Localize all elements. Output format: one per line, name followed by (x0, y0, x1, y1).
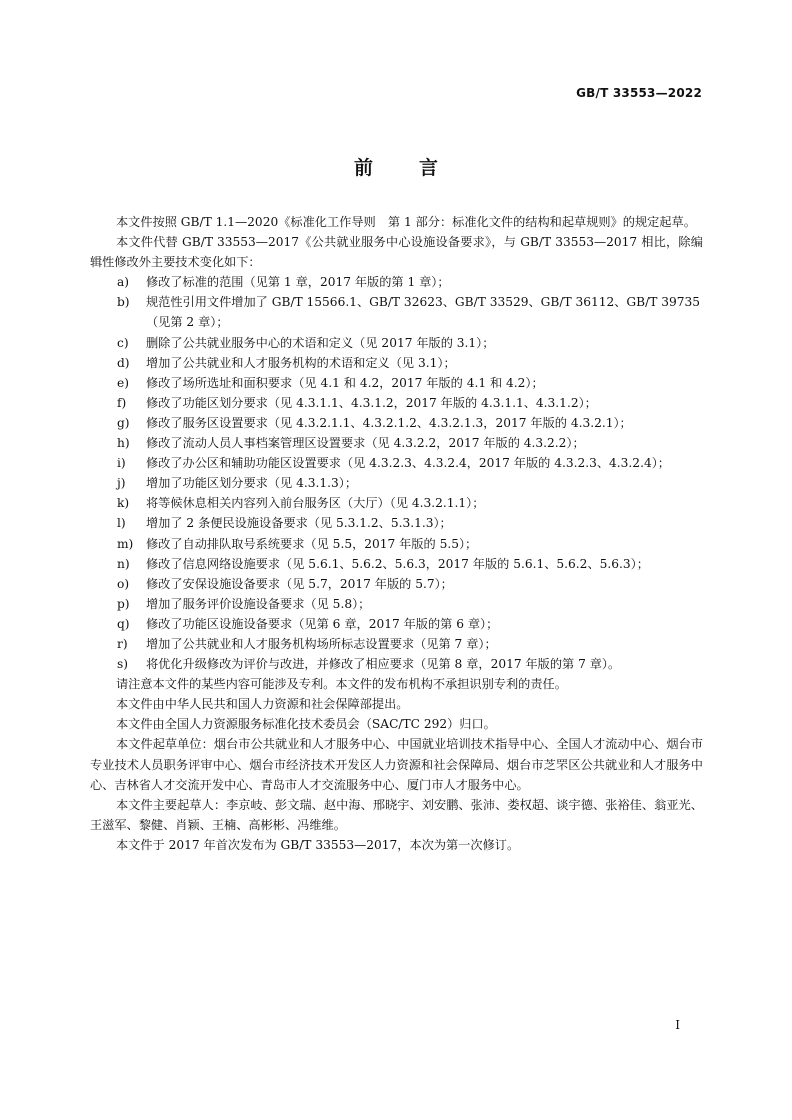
list-marker: m) (117, 536, 134, 551)
list-marker: q) (117, 616, 130, 631)
list-item-text: 修改了信息网络设施要求（见 5.6.1、5.6.2、5.6.3，2017 年版的 5.6.1、5.6.2、5.6.3）； (146, 556, 649, 571)
list-item (90, 453, 703, 473)
list-item-text: 修改了安保设施设备要求（见 5.7，2017 年版的 5.7）； (146, 576, 453, 591)
paragraph: 本文件代替 GB/T 33553—2017《公共就业服务中心设施设备要求》，与 GB/T 33553—2017 相比，除编辑性修改外主要技术变化如下： (90, 235, 703, 270)
list-marker: k) (117, 496, 130, 511)
list-item (90, 594, 703, 614)
change-list (90, 272, 703, 674)
list-item-text: 增加了功能区划分要求（见 4.3.1.3）； (146, 476, 358, 491)
list-item-text: 修改了服务区设置要求（见 4.3.2.1.1、4.3.2.1.2、4.3.2.1.3，2017 年版的 4.3.2.1）； (146, 415, 632, 430)
list-item-text: 规范性引用文件增加了 GB/T 15566.1、GB/T 32623、GB/T 33529、GB/T 36112、GB/T 39735（见第 2 章）； (146, 295, 700, 330)
list-item-text: 修改了流动人员人事档案管理区设置要求（见 4.3.2.2，2017 年版的 4.3.2.2）； (146, 436, 585, 451)
list-item (90, 513, 703, 533)
list-item (90, 574, 703, 594)
list-item (90, 353, 703, 373)
committee-paragraph: 本文件由全国人力资源服务标准化技术委员会（SAC/TC 292）归口。 (116, 717, 496, 732)
list-marker: o) (117, 576, 130, 591)
patent-notice: 请注意本文件的某些内容可能涉及专利。本文件的发布机构不承担识别专利的责任。 (116, 677, 567, 692)
list-item (90, 393, 703, 413)
list-item (90, 272, 703, 292)
list-marker: h) (117, 436, 130, 451)
list-item (90, 654, 703, 674)
list-item (90, 554, 703, 574)
list-marker: f) (117, 395, 127, 410)
list-item-text: 修改了自动排队取号系统要求（见 5.5，2017 年版的 5.5）； (146, 536, 478, 551)
proposer-paragraph: 本文件由中华人民共和国人力资源和社会保障部提出。 (116, 697, 409, 712)
list-item-text: 删除了公共就业服务中心的术语和定义（见 2017 年版的 3.1）； (146, 335, 495, 350)
revision-history-paragraph: 本文件于 2017 年首次发布为 GB/T 33553—2017，本次为第一次修订。 (116, 837, 520, 852)
list-item-text: 修改了功能区设施设备要求（见第 6 章，2017 年版的第 6 章）； (146, 616, 499, 631)
list-marker: l) (117, 516, 126, 531)
list-item-text: 增加了 2 条便民设施设备要求（见 5.3.1.2、5.3.1.3）； (146, 516, 452, 531)
list-item-text: 修改了办公区和辅助功能区设置要求（见 4.3.2.3、4.3.2.4，2017 年版的 4.3.2.3、4.3.2.4）； (146, 456, 670, 471)
list-item (90, 413, 703, 433)
list-marker: e) (117, 375, 129, 390)
list-marker: g) (117, 415, 130, 430)
list-item (90, 373, 703, 393)
paragraph: 本文件按照 GB/T 1.1—2020《标准化工作导则 第 1 部分：标准化文件的结构和起草规则》的规定起草。 (116, 215, 696, 229)
drafting-units-paragraph: 本文件起草单位：烟台市公共就业和人才服务中心、中国就业培训技术指导中心、全国人才流动中心、烟台市专业技术人员职务评审中心、烟台市经济技术开发区人力资源和社会保障局、烟台市芝罘区公共就业和人才服务中心、吉林省人才交流开发中心、青岛市人才交流服务中心、厦门市人才服务中心。 (90, 737, 703, 792)
list-marker: i) (117, 456, 126, 471)
list-marker: j) (117, 476, 126, 491)
foreword-body (90, 212, 703, 855)
list-item (90, 433, 703, 453)
list-item-text: 增加了公共就业和人才服务机构场所标志设置要求（见第 7 章）； (146, 636, 497, 651)
list-item-text: 增加了服务评价设施设备要求（见 5.8）； (146, 596, 371, 611)
list-marker: d) (117, 355, 130, 370)
list-item (90, 473, 703, 493)
page-number: I (675, 1018, 680, 1032)
list-item-text: 修改了场所选址和面积要求（见 4.1 和 4.2，2017 年版的 4.1 和 4.2）； (146, 375, 544, 390)
list-marker: s) (117, 657, 129, 672)
document-code: GB/T 33553—2022 (576, 86, 702, 100)
list-item (90, 333, 703, 353)
drafters-paragraph: 本文件主要起草人：李京岐、彭文瑞、赵中海、邢晓宇、刘安鹏、张沛、娄权超、谈宇德、张裕佳、翁亚光、王滋军、黎健、肖颖、王楠、高彬彬、冯维维。 (90, 797, 703, 832)
list-item-text: 增加了公共就业和人才服务机构的术语和定义（见 3.1）； (146, 355, 456, 370)
list-item-text: 将优化升级修改为评价与改进，并修改了相应要求（见第 8 章，2017 年版的第 7 章）。 (146, 657, 621, 672)
list-item (90, 493, 703, 513)
list-marker: a) (117, 275, 130, 290)
list-marker: r) (117, 636, 128, 651)
list-marker: c) (117, 335, 129, 350)
list-item-text: 将等候休息相关内容列入前台服务区（大厅）（见 4.3.2.1.1）； (146, 496, 485, 511)
list-marker: b) (117, 295, 130, 310)
list-marker: n) (117, 556, 130, 571)
list-item (90, 292, 703, 332)
list-item-text: 修改了标准的范围（见第 1 章，2017 年版的第 1 章）； (146, 275, 450, 290)
list-item (90, 614, 703, 634)
list-item (90, 634, 703, 654)
page-title: 前言 (353, 157, 484, 179)
list-marker: p) (117, 596, 130, 611)
list-item (90, 534, 703, 554)
list-item-text: 修改了功能区划分要求（见 4.3.1.1、4.3.1.2，2017 年版的 4.3.1.1、4.3.1.2）； (146, 395, 597, 410)
